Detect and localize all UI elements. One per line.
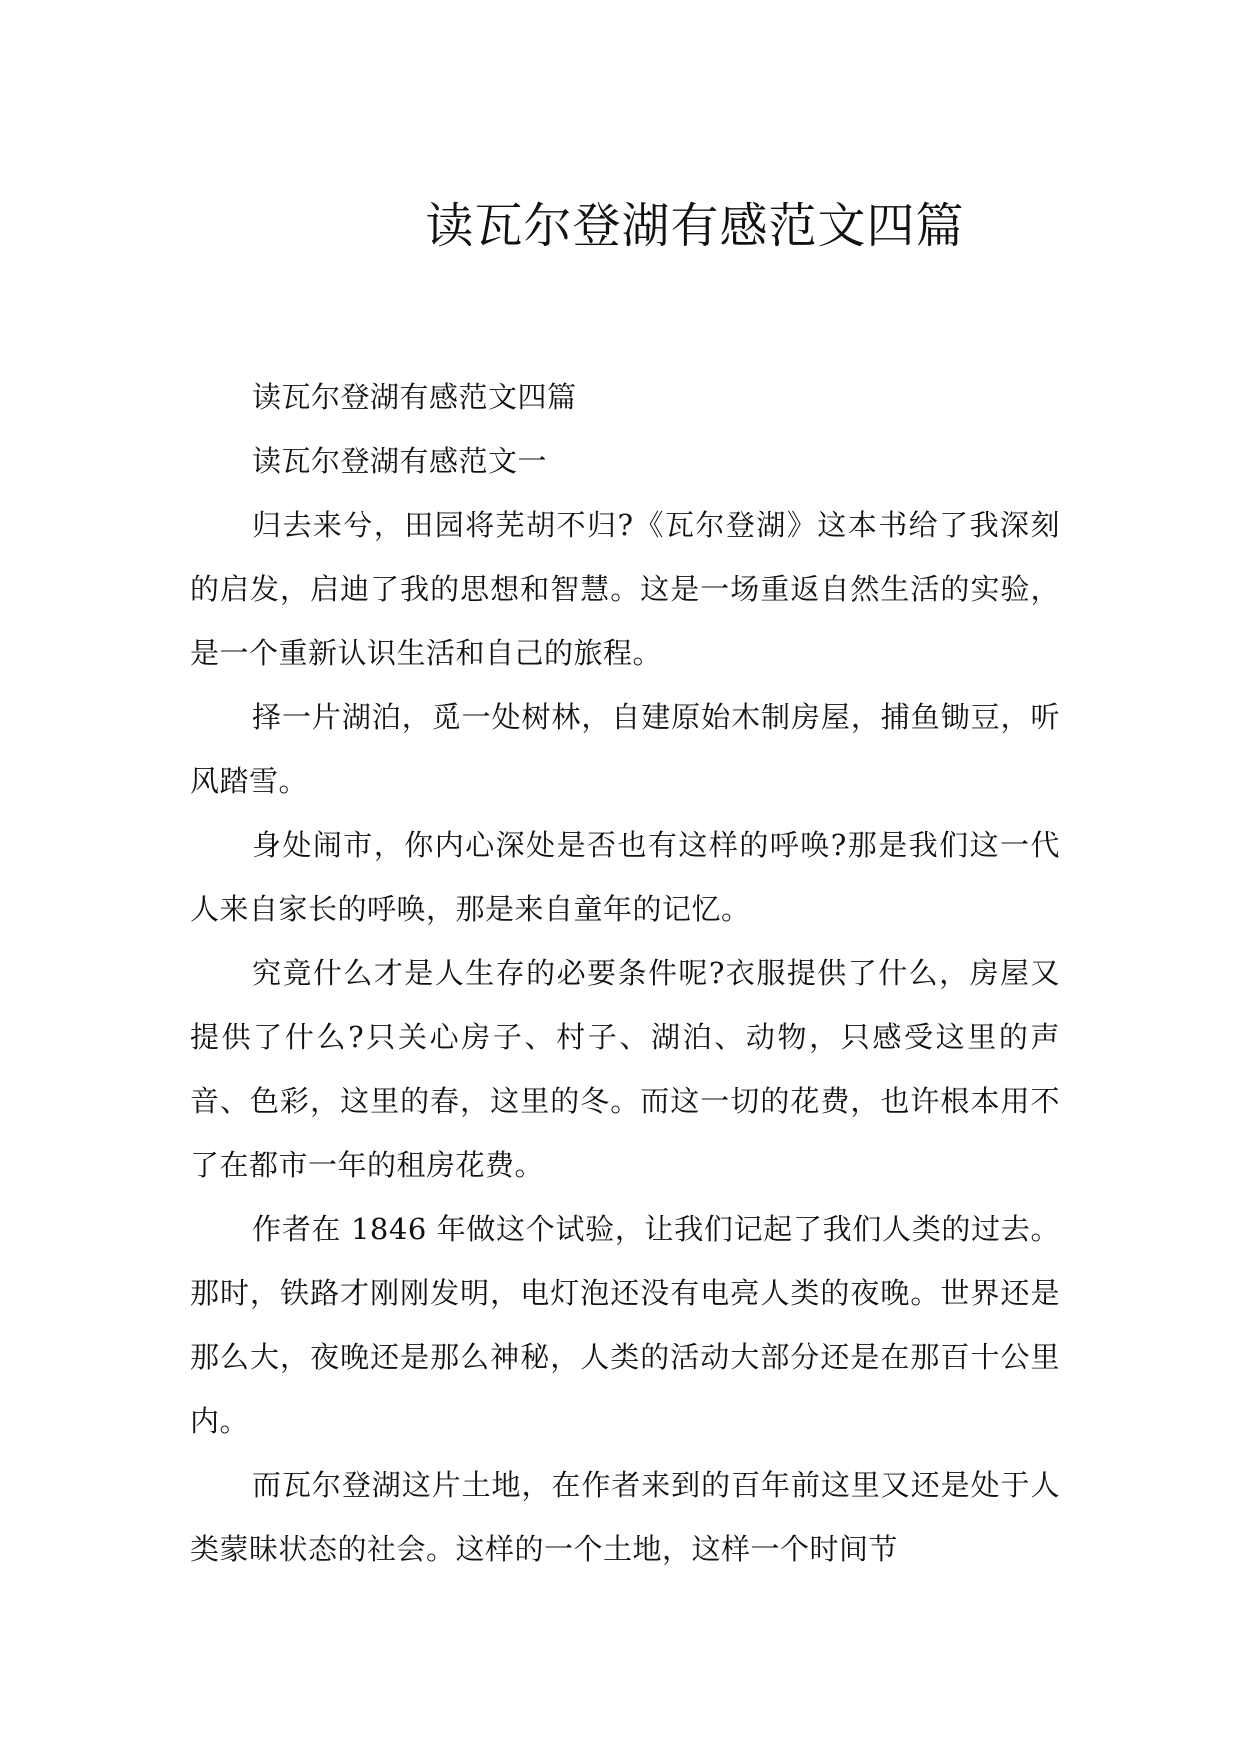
document-body — [190, 365, 1060, 1581]
paragraph: 择一片湖泊，觅一处树林，自建原始木制房屋，捕鱼锄豆，听风踏雪。 — [190, 700, 1060, 798]
paragraph: 身处闹市，你内心深处是否也有这样的呼唤?那是我们这一代人来自家长的呼唤，那是来自童年的记忆。 — [190, 828, 1060, 926]
paragraph: 作者在 1846 年做这个试验，让我们记起了我们人类的过去。那时，铁路才刚刚发明，电灯泡还没有电亮人类的夜晚。世界还是那么大，夜晚还是那么神秘，人类的活动大部分还是在那百十公里内。 — [190, 1212, 1060, 1438]
document-title: 读瓦尔登湖有感范文四篇 — [425, 198, 965, 254]
paragraph: 而瓦尔登湖这片土地，在作者来到的百年前这里又还是处于人类蒙昧状态的社会。这样的一个土地，这样一个时间节 — [190, 1468, 1060, 1566]
paragraph-subtitle: 读瓦尔登湖有感范文四篇 — [252, 380, 577, 414]
paragraph: 究竟什么才是人生存的必要条件呢?衣服提供了什么，房屋又提供了什么?只关心房子、村子、湖泊、动物，只感受这里的声音、色彩，这里的春，这里的冬。而这一切的花费，也许根本用不了在都市一年的租房花费。 — [190, 956, 1060, 1182]
paragraph: 归去来兮，田园将芜胡不归?《瓦尔登湖》这本书给了我深刻的启发，启迪了我的思想和智慧。这是一场重返自然生活的实验，是一个重新认识生活和自己的旅程。 — [190, 508, 1060, 670]
paragraph-section-heading: 读瓦尔登湖有感范文一 — [252, 444, 548, 478]
